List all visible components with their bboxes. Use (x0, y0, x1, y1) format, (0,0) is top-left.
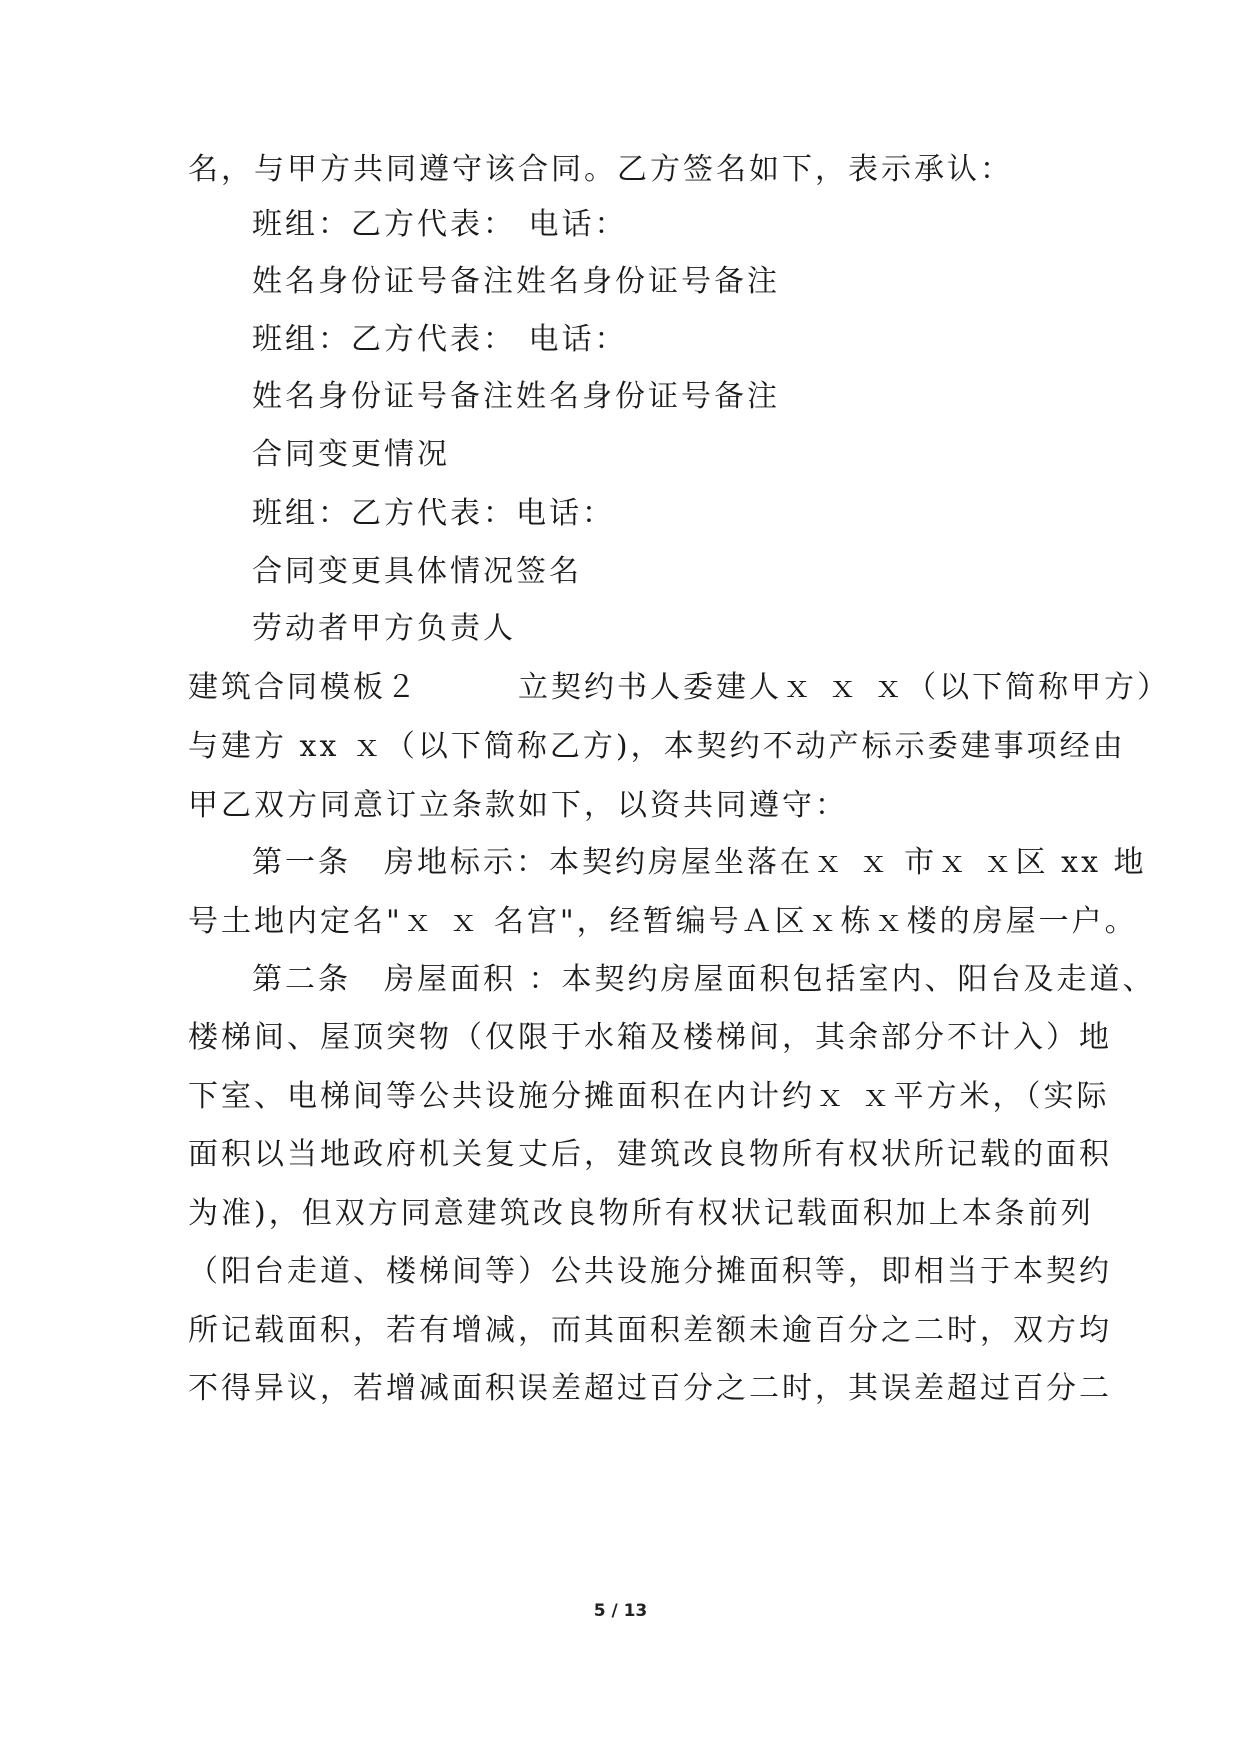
text-line-1: 名，与甲方共同遵守该合同。乙方签名如下，表示承认： (188, 152, 1013, 187)
text-line-7: 班组：乙方代表：电话： (252, 496, 615, 531)
text-line-15: 第二条 房屋面积 ：本契约房屋面积包括室内、阳台及走道、 (252, 962, 1156, 997)
text-line-22: 不得异议，若增减面积误差超过百分之二时，其误差超过百分二 (188, 1371, 1112, 1406)
text-line-18: 面积以当地政府机关复丈后，建筑改良物所有权状所记载的面积 (188, 1137, 1112, 1172)
text-line-2: 班组：乙方代表： 电话： (252, 207, 628, 242)
text-line-12: 甲乙双方同意订立条款如下，以资共同遵守： (188, 788, 848, 823)
text-line-17: 下室、电梯间等公共设施分摊面积在内计约ｘ ｘ平方米，（实际 (188, 1079, 1110, 1114)
text-line-20: （阳台走道、楼梯间等）公共设施分摊面积等，即相当于本契约 (188, 1254, 1112, 1289)
text-line-10: 建筑合同模板２ 立契约书人委建人ｘ ｘ ｘ（以下简称甲方） (188, 670, 1171, 705)
text-line-19: 为准)，但双方同意建筑改良物所有权状记载面积加上本条前列 (188, 1196, 1094, 1231)
text-line-3: 姓名身份证号备注姓名身份证号备注 (252, 264, 780, 299)
text-line-21: 所记载面积，若有增减，而其面积差额未逾百分之二时，双方均 (188, 1313, 1112, 1348)
text-line-8: 合同变更具体情况签名 (252, 554, 582, 589)
text-line-6: 合同变更情况 (252, 437, 450, 472)
text-line-14: 号土地内定名"ｘ ｘ 名宫"，经暂编号Ａ区ｘ栋ｘ楼的房屋一户。 (188, 904, 1138, 939)
text-line-9: 劳动者甲方负责人 (252, 611, 516, 646)
page-number: 5 / 13 (593, 1601, 648, 1621)
text-line-16: 楼梯间、屋顶突物（仅限于水箱及楼梯间，其余部分不计入）地 (188, 1020, 1112, 1055)
text-line-11: 与建方 xx ｘ（以下简称乙方)，本契约不动产标示委建事项经由 (188, 729, 1126, 764)
text-line-4: 班组：乙方代表： 电话： (252, 322, 628, 357)
text-line-13: 第一条 房地标示：本契约房屋坐落在ｘ ｘ 市ｘ ｘ区 xx 地 (252, 845, 1147, 880)
text-line-5: 姓名身份证号备注姓名身份证号备注 (252, 379, 780, 414)
